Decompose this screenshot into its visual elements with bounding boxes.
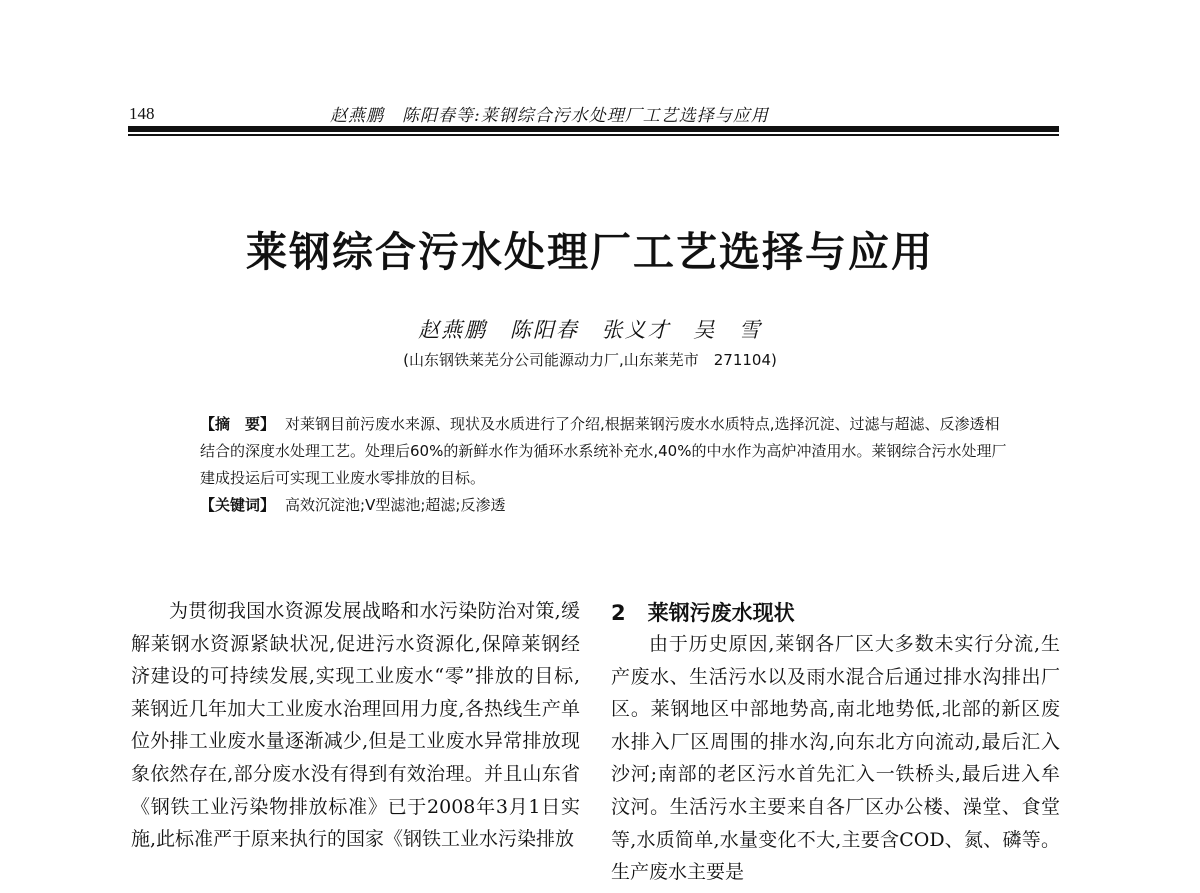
intro-paragraph: 为贯彻我国水资源发展战略和水污染防治对策,缓解莱钢水资源紧缺状况,促进污水资源化,保障莱钢经济建设的可持续发展,实现工业废水“零”排放的目标,莱钢近几年加大工业废水治理回用力度,各热线生产单位外排工业废水量逐渐减少,但是工业废水异常排放现象依然存在,部分废水没有得到有效治理。并且山东省《钢铁工业污染物排放标准》已于2008年3月1日实施,此标准严于原来执行的国家《钢铁工业水污染排放 bbox=[131, 600, 580, 851]
page-number: 148 bbox=[129, 104, 155, 123]
section-paragraph: 由于历史原因,莱钢各厂区大多数未实行分流,生产废水、生活污水以及雨水混合后通过排水沟排出厂区。莱钢地区中部地势高,南北地势低,北部的新区废水排入厂区周围的排水沟,向东北方向流动,最后汇入沙河;南部的老区污水首先汇入一铁桥头,最后进入牟汶河。生活污水主要来自各厂区办公楼、澡堂、食堂等,水质简单,水量变化不大,主要含COD、氮、磷等。生产废水主要是 bbox=[611, 633, 1060, 884]
section-number: 2 bbox=[611, 601, 626, 625]
keywords-text: 高效沉淀池;V型滤池;超滤;反渗透 bbox=[285, 496, 506, 514]
section-title: 莱钢污废水现状 bbox=[647, 601, 795, 625]
author-list: 赵燕鹏 陈阳春 张义才 吴 雪 bbox=[418, 318, 762, 342]
abstract-text: 对莱钢目前污废水来源、现状及水质进行了介绍,根据莱钢污废水水质特点,选择沉淀、过滤与超滤、反渗透相结合的深度水处理工艺。处理后60%的新鲜水作为循环水系统补充水,40%的中水作为高炉冲渣用水。莱钢综合污水处理厂建成投运后可实现工业废水零排放的目标。 bbox=[200, 415, 1007, 487]
header-rule-thick bbox=[128, 126, 1059, 132]
section-heading bbox=[611, 597, 795, 627]
body-column-right bbox=[611, 628, 1060, 889]
body-column-left bbox=[131, 595, 580, 856]
running-title: 赵燕鹏 陈阳春等:莱钢综合污水处理厂工艺选择与应用 bbox=[330, 106, 769, 126]
abstract-block bbox=[186, 411, 1008, 519]
abstract-label: 【摘 要】 bbox=[200, 415, 276, 433]
keywords-label: 【关键词】 bbox=[200, 496, 276, 514]
paper-title: 莱钢综合污水处理厂工艺选择与应用 bbox=[246, 228, 934, 276]
header-rule-thin bbox=[128, 134, 1059, 136]
keywords-line bbox=[186, 492, 1008, 519]
affiliation: (山东钢铁莱芜分公司能源动力厂,山东莱芜市 271104) bbox=[403, 351, 777, 369]
